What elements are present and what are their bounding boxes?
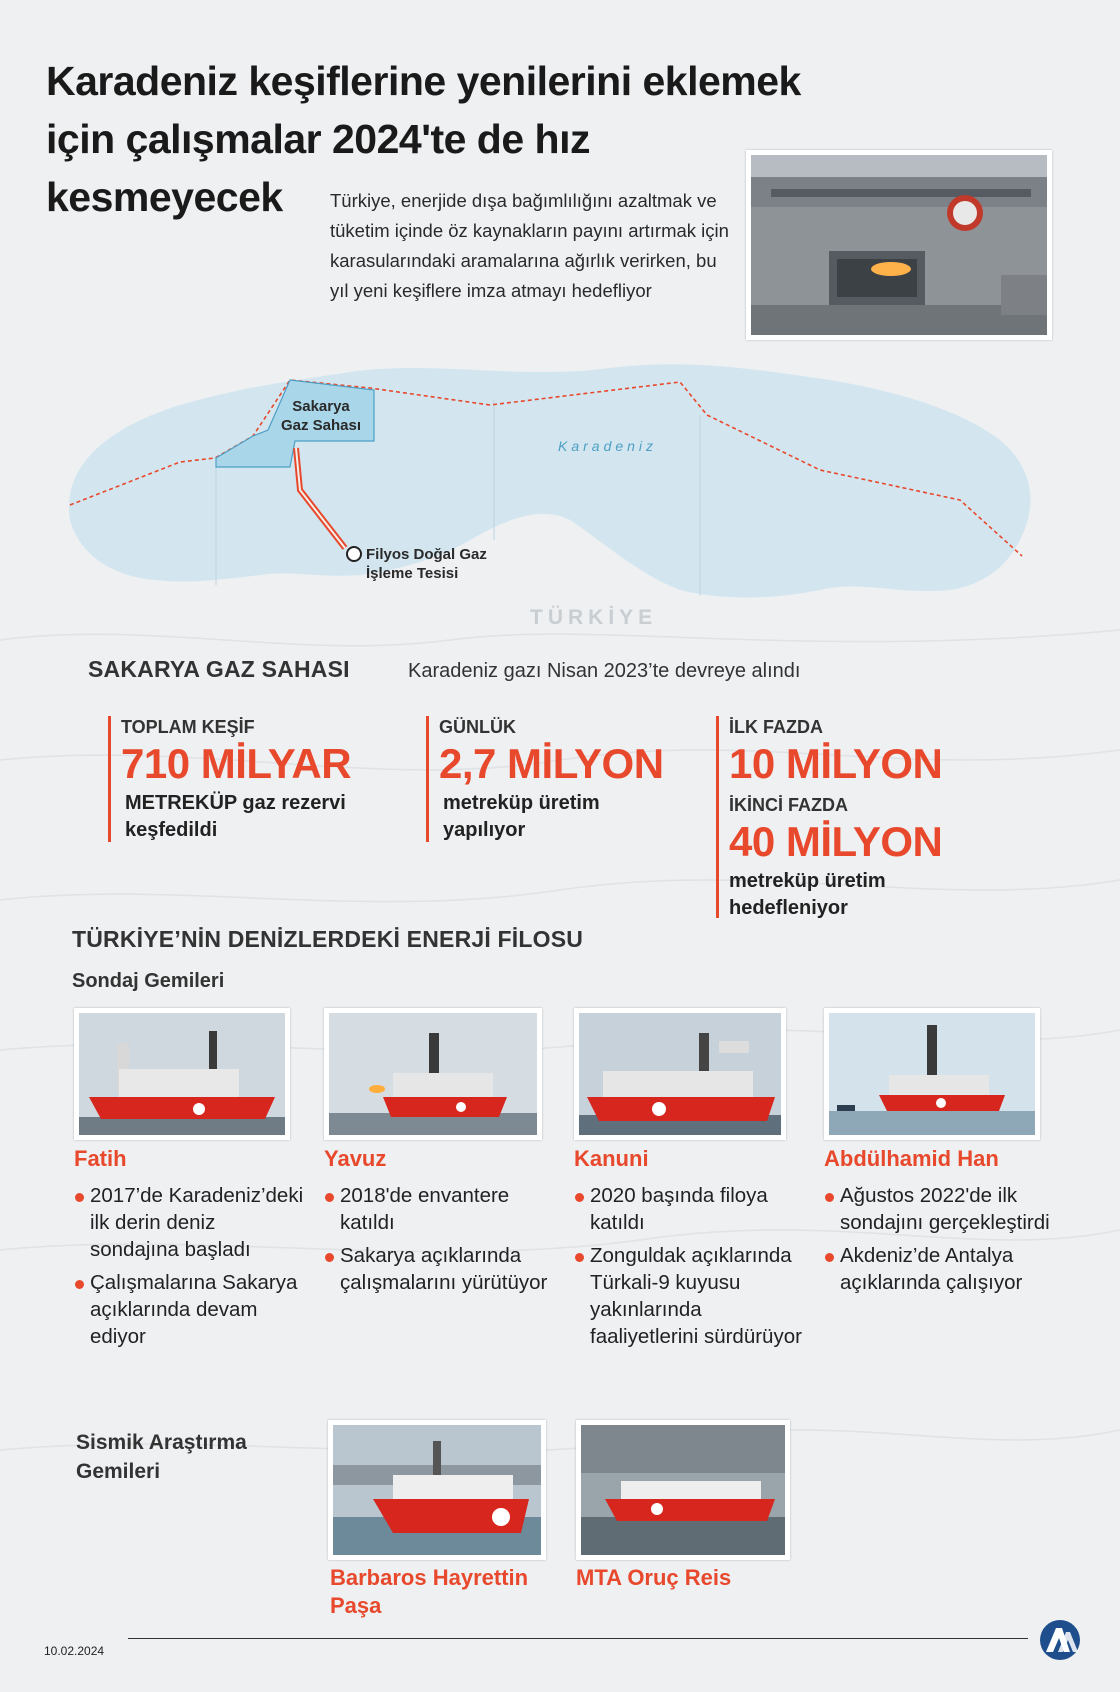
ship-name: Kanuni (574, 1146, 649, 1171)
sakarya-heading: SAKARYA GAZ SAHASI (88, 656, 350, 682)
ship-facts (574, 1182, 804, 1350)
ship-photo-oruc-reis (576, 1420, 790, 1560)
drill-ship-abdulhamid-han (824, 1008, 1064, 1302)
seismic-ship-name-line-1: Barbaros Hayrettin (330, 1565, 529, 1590)
sakarya-field-label-1: Sakarya (292, 398, 350, 415)
filyos-facility-label-2: İşleme Tesisi (366, 565, 459, 582)
stat-desc-2: keşfedildi (125, 819, 218, 841)
seismic-ships-heading (76, 1428, 247, 1486)
footer-date: 10.02.2024 (44, 1644, 105, 1658)
seismic-heading-2: Gemileri (76, 1460, 161, 1483)
footer-divider (128, 1638, 1028, 1639)
sea-label: Karadeniz (558, 438, 658, 454)
stat-value-2: 40 MİLYON (729, 818, 943, 865)
stat-value: 2,7 MİLYON (439, 740, 664, 787)
ship-fact: Ağustos 2022'de ilk sondajını gerçekleştirdi (824, 1182, 1064, 1236)
facility-marker (347, 547, 361, 561)
seismic-ship-name-line-1: MTA Oruç Reis (576, 1565, 732, 1590)
drill-ships-heading: Sondaj Gemileri (72, 970, 225, 992)
facility-photo (746, 150, 1052, 340)
stat-total-discovery (108, 716, 351, 842)
stat-label: TOPLAM KEŞİF (121, 717, 255, 737)
ship-fact: Akdeniz’de Antalya açıklarında çalışıyor (824, 1242, 1064, 1296)
stat-label: GÜNLÜK (439, 717, 516, 737)
ship-fact: 2017’de Karadeniz’deki ilk derin deniz sondajına başladı (74, 1182, 304, 1263)
stat-desc-2: yapılıyor (443, 819, 526, 841)
stat-daily-production (426, 716, 664, 842)
title-line-1: Karadeniz keşiflerine yenilerini eklemek (46, 58, 801, 104)
drill-ship-fatih (74, 1008, 304, 1356)
fleet-heading: TÜRKİYE’NİN DENİZLERDEKİ ENERJİ FİLOSU (72, 926, 584, 952)
ship-name: Yavuz (324, 1146, 387, 1171)
title-line-3: kesmeyecek (46, 174, 283, 220)
stat-label: İLK FAZDA (729, 717, 823, 737)
seismic-ship-name-line-2: Paşa (330, 1593, 382, 1618)
ship-name: Fatih (74, 1146, 127, 1171)
ship-photo-barbaros (328, 1420, 546, 1560)
stat-phase-targets (716, 716, 942, 918)
ship-fact: Zonguldak açıklarında Türkali-9 kuyusu yakınlarında faaliyetlerini sürdürüyor (574, 1242, 804, 1350)
ship-photo-fatih (74, 1008, 290, 1140)
ship-facts (74, 1182, 304, 1350)
stat-desc-1: METREKÜP gaz rezervi (125, 792, 346, 814)
ship-fact: Çalışmalarına Sakarya açıklarında devam ediyor (74, 1269, 304, 1350)
stat-desc-2: hedefleniyor (729, 897, 848, 919)
ship-fact: 2018'de envantere katıldı (324, 1182, 554, 1236)
ship-facts (824, 1182, 1064, 1296)
filyos-facility-label-1: Filyos Doğal Gaz (366, 546, 487, 563)
ship-photo-yavuz (324, 1008, 542, 1140)
country-label: TÜRKİYE (530, 606, 658, 629)
stat-desc-1: metreküp üretim (729, 870, 886, 892)
intro-text: Türkiye, enerjide dışa bağımlılığını azaltmak ve tüketim içinde öz kaynakların payını artırmak için karasularındaki aramalarına ağırlık verirken, bu yıl yeni keşiflere imza atmayı hedefliyor (330, 190, 729, 301)
ship-fact: 2020 başında filoya katıldı (574, 1182, 804, 1236)
stat-desc-1: metreküp üretim (443, 792, 600, 814)
ship-photo-kanuni (574, 1008, 786, 1140)
sakarya-subheading: Karadeniz gazı Nisan 2023’te devreye alındı (408, 660, 801, 682)
stat-value: 10 MİLYON (729, 740, 943, 787)
drill-ship-kanuni (574, 1008, 804, 1356)
drill-ship-yavuz (324, 1008, 554, 1302)
title-line-2: için çalışmalar 2024'te de hız (46, 116, 590, 162)
filyos-facility-label (366, 545, 487, 583)
ship-name: Abdülhamid Han (824, 1146, 999, 1171)
seismic-ship-name-oruc-reis (576, 1564, 731, 1592)
ship-fact: Sakarya açıklarında çalışmalarını yürütüyor (324, 1242, 554, 1296)
sakarya-field-label (266, 397, 376, 435)
stat-value: 710 MİLYAR (121, 740, 352, 787)
seismic-ship-name-barbaros (330, 1564, 528, 1620)
aa-logo (1038, 1618, 1082, 1667)
seismic-heading-1: Sismik Araştırma (76, 1431, 247, 1454)
sakarya-field-label-2: Gaz Sahası (280, 417, 362, 434)
ship-photo-abdulhamid-han (824, 1008, 1040, 1140)
stat-label-2: İKİNCİ FAZDA (729, 795, 848, 815)
ship-facts (324, 1182, 554, 1296)
